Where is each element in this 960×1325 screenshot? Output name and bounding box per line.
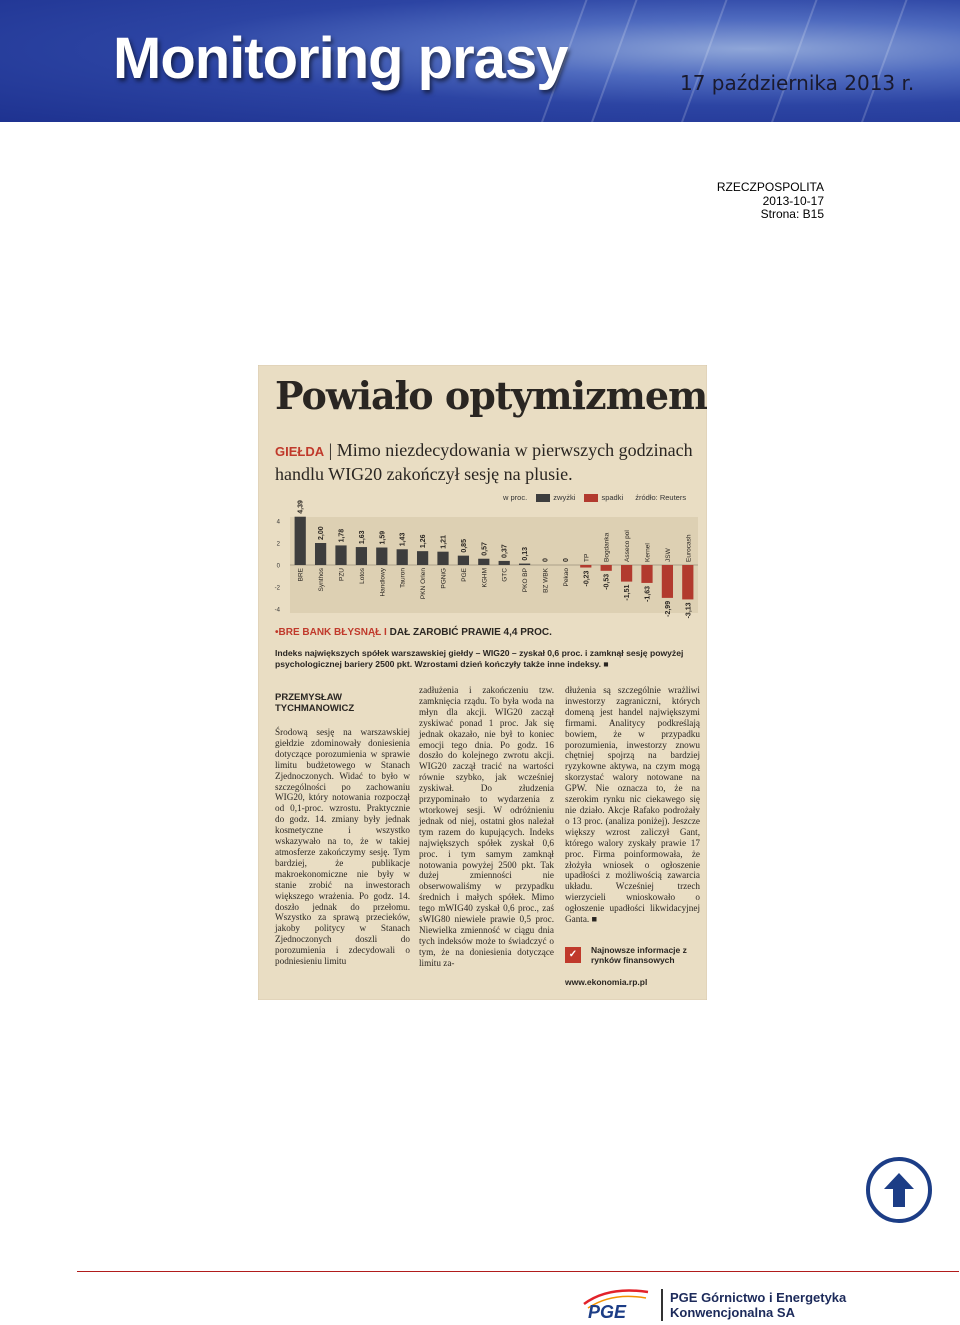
- category-label: PGE: [460, 568, 468, 582]
- value-label: 0,13: [522, 546, 530, 561]
- article-column-3: dłużenia są szczególnie wrażliwi inwestorzy zagraniczni, których domeną jest handel największymi firmami. Analitycy podkreślają bowiem, że w przypadku porozumienia, inwestorzy znowu chętniej spojrzą na bardziej ryzykowne aktywa, na czym mogą skorzystać walory notowane na GPW. Nie oznacza to, że na szerokim rynku nic ciekawego się nie działo. Akcje Rafako podrożały o 13 proc. (analiza poniżej). Jeszcze większy wzrost zaliczył Gant, którego walory zyskały prawie 17 proc. Firma poinformowała, że złożyła wniosek o ogłoszenie upadłości z możliwością zawarcia układu. Wcześniej trzech wierzycieli wnioskowało o ogłoszenie upadłości likwidacyjnej Ganta. ■: [565, 685, 700, 925]
- bar: [662, 565, 673, 598]
- article-headline: Powiało optymizmem: [275, 373, 707, 418]
- arrow-up-icon: [870, 1161, 928, 1219]
- rp-logo-icon: ✓: [565, 947, 581, 963]
- category-label: PZU: [338, 568, 346, 581]
- company-name-line1: PGE Górnictwo i Energetyka: [670, 1290, 847, 1305]
- category-label: Handlowy: [379, 568, 387, 597]
- bar: [397, 549, 408, 565]
- value-label: 1,26: [420, 534, 428, 549]
- y-tick-label: 4: [276, 519, 280, 526]
- caption-highlight-a: •BRE BANK BŁYSNĄŁ I: [275, 627, 387, 638]
- category-label: Lotos: [358, 568, 366, 584]
- promo-link[interactable]: www.ekonomia.rp.pl: [565, 977, 648, 987]
- y-tick-label: 0: [276, 563, 280, 570]
- legend-label-down: spadki: [601, 493, 624, 502]
- category-label: JSW: [664, 548, 672, 562]
- value-label: -0,23: [583, 570, 591, 587]
- page-title: Monitoring prasy: [113, 26, 568, 91]
- bar: [682, 565, 693, 599]
- article-column-1: Środową sesję na warszawskiej giełdzie zdominowały doniesienia dotyczące porozumienia w sprawie limitu budżetowego w Stanach Zjednoczonych. Widać to było w szczególności po zachowaniu WIG20, który notowania rozpoczął od 0,1-proc. wzrostu. Praktycznie do godz. 14. zmiany były jednak kosmetyczne i wszystko wskazywało na to, że w takiej atmosferze zakończymy sesję. Tym bardziej, że publikacje makroekonomiczne nie były w stanie zrobić na inwestorach większego wrażenia. Po godz. 14. doszło jednak do przełomu. Wszystko za sprawą przecieków, jakoby politycy w Stanach Zjednoczonych doszli do porozumienia i zdecydowali o podniesieniu limitu: [275, 727, 410, 967]
- category-label: PGNiG: [440, 568, 448, 589]
- bar: [295, 517, 306, 565]
- promo-box: [565, 945, 700, 975]
- y-tick-label: 2: [276, 541, 280, 548]
- bar: [621, 565, 632, 582]
- bar: [519, 564, 530, 565]
- chart-unit-label: w proc.: [503, 493, 528, 502]
- category-label: GTC: [501, 568, 509, 582]
- stock-change-chart: [258, 483, 707, 623]
- bar: [376, 548, 387, 565]
- article-lead: [275, 439, 695, 485]
- bar: [499, 561, 510, 565]
- value-label: 1,63: [358, 530, 366, 545]
- company-divider: [661, 1289, 663, 1321]
- category-label: TP: [583, 553, 591, 562]
- bar: [580, 565, 591, 568]
- bar: [458, 556, 469, 565]
- publication-date: 2013-10-17: [762, 193, 824, 208]
- value-label: -0,53: [603, 573, 611, 590]
- category-label: Synthos: [318, 568, 326, 592]
- value-label: 0,57: [481, 542, 489, 556]
- article-kicker: GIEŁDA: [275, 444, 325, 459]
- legend-label-up: zwyżki: [553, 493, 576, 502]
- value-label: -2,99: [664, 600, 672, 617]
- category-label: PKO BP: [522, 568, 530, 593]
- value-label: 0,85: [460, 539, 468, 553]
- company-name: [670, 1290, 846, 1320]
- category-label: Pekao: [562, 568, 570, 587]
- category-label: Bogdanka: [603, 532, 611, 562]
- bar: [601, 565, 612, 571]
- pge-logo: [578, 1284, 652, 1324]
- banner-decoration: [579, 0, 642, 122]
- category-label: PKN Orlen: [420, 568, 428, 600]
- banner-decoration: [759, 0, 822, 122]
- category-label: KGHM: [481, 568, 489, 588]
- bar: [315, 543, 326, 565]
- bar: [356, 547, 367, 565]
- category-label: Eurocash: [685, 534, 693, 562]
- scroll-to-top-button[interactable]: [866, 1157, 932, 1223]
- category-label: BRE: [297, 568, 305, 582]
- article-author: PRZEMYSŁAW TYCHMANOWICZ: [275, 692, 355, 714]
- banner-decoration: [849, 0, 912, 122]
- category-label: Kernel: [644, 543, 652, 562]
- banner-date: 17 października 2013 r.: [680, 71, 915, 95]
- bar: [641, 565, 652, 583]
- value-label: 1,21: [440, 535, 448, 549]
- source-meta: [717, 181, 824, 222]
- publication-name: RZECZPOSPOLITA: [716, 180, 824, 194]
- value-label: 1,78: [338, 528, 346, 543]
- chart-source-label: źródło: Reuters: [635, 493, 687, 502]
- chart-caption-highlight: [275, 627, 552, 638]
- value-label: 4,39: [297, 500, 305, 514]
- bar: [335, 545, 346, 565]
- article-clipping: [258, 365, 707, 1000]
- chart-caption-body: Indeks największych spółek warszawskiej giełdy – WIG20 – zyskał 0,6 proc. i zamknął sesję powyżej psychologicznej bariery 2500 pkt. Wzrostami dzień kończyły także inne indeksy. ■: [275, 648, 684, 669]
- publication-page: Strona: B15: [760, 207, 824, 221]
- bar: [478, 559, 489, 565]
- promo-text: Najnowsze informacje z rynków finansowych: [591, 945, 687, 965]
- value-label: 1,59: [379, 530, 387, 545]
- value-label: -1,51: [624, 584, 632, 601]
- value-label: 0: [562, 558, 570, 562]
- value-label: -3,13: [685, 602, 693, 619]
- bar: [437, 552, 448, 565]
- y-tick-label: -2: [274, 585, 280, 592]
- value-label: 0,37: [501, 544, 509, 558]
- caption-highlight-b: DAŁ ZAROBIĆ PRAWIE 4,4 PROC.: [389, 627, 552, 638]
- value-label: 1,43: [399, 532, 407, 547]
- kicker-separator: |: [328, 440, 337, 460]
- footer-divider: [77, 1271, 959, 1272]
- company-name-line2: Konwencjonalna SA: [670, 1305, 795, 1320]
- category-label: Asseco pol: [624, 530, 632, 562]
- value-label: -1,63: [644, 585, 652, 602]
- header-banner: [0, 0, 960, 122]
- category-label: BZ WBK: [542, 568, 550, 593]
- y-tick-label: -4: [274, 607, 280, 614]
- pge-logo-text: PGE: [588, 1302, 627, 1322]
- category-label: Tauron: [399, 568, 407, 588]
- article-column-2: zadłużenia i zakończeniu tzw. zamknięcia rządu. To była woda na młyn dla akcji. WIG20 zaczął zyskiwać ponad 1 proc. Jak się jednak okazało, nie był to koniec emocji tego dnia. Po godz. 16 doszło do kolejnego zwrotu akcji. WIG20 zaczął tracić na wartości równie szybko, jak wcześniej zyskiwał. Do złudzenia przypominało to wydarzenia z wtorkowej sesji. W odróżnieniu jednak od niej, ostatni głos należał tym razem do kupujących. Indeks największych spółek zyskał 0,6 proc. i tym samym zamknął notowania powyżej 2500 pkt. Tak dużej zmienności nie obserwowaliśmy w przypadku średnich i małych spółek. Mimo tego mWIG40 zyskał 0,6 proc., zaś sWIG80 niewiele prawie 0,5 proc. Niewielka zmienność w ciągu dnia tych indeksów może to świadczyć o tym, że na doniesienia dotyczące limitu za-: [419, 685, 554, 968]
- value-label: 0: [542, 558, 550, 562]
- bar: [417, 551, 428, 565]
- article-lead-text: Mimo niezdecydowania w pierwszych godzinach handlu WIG20 zakończył sesję na plusie.: [275, 440, 693, 484]
- banner-decoration: [669, 0, 732, 122]
- value-label: 2,00: [318, 526, 326, 540]
